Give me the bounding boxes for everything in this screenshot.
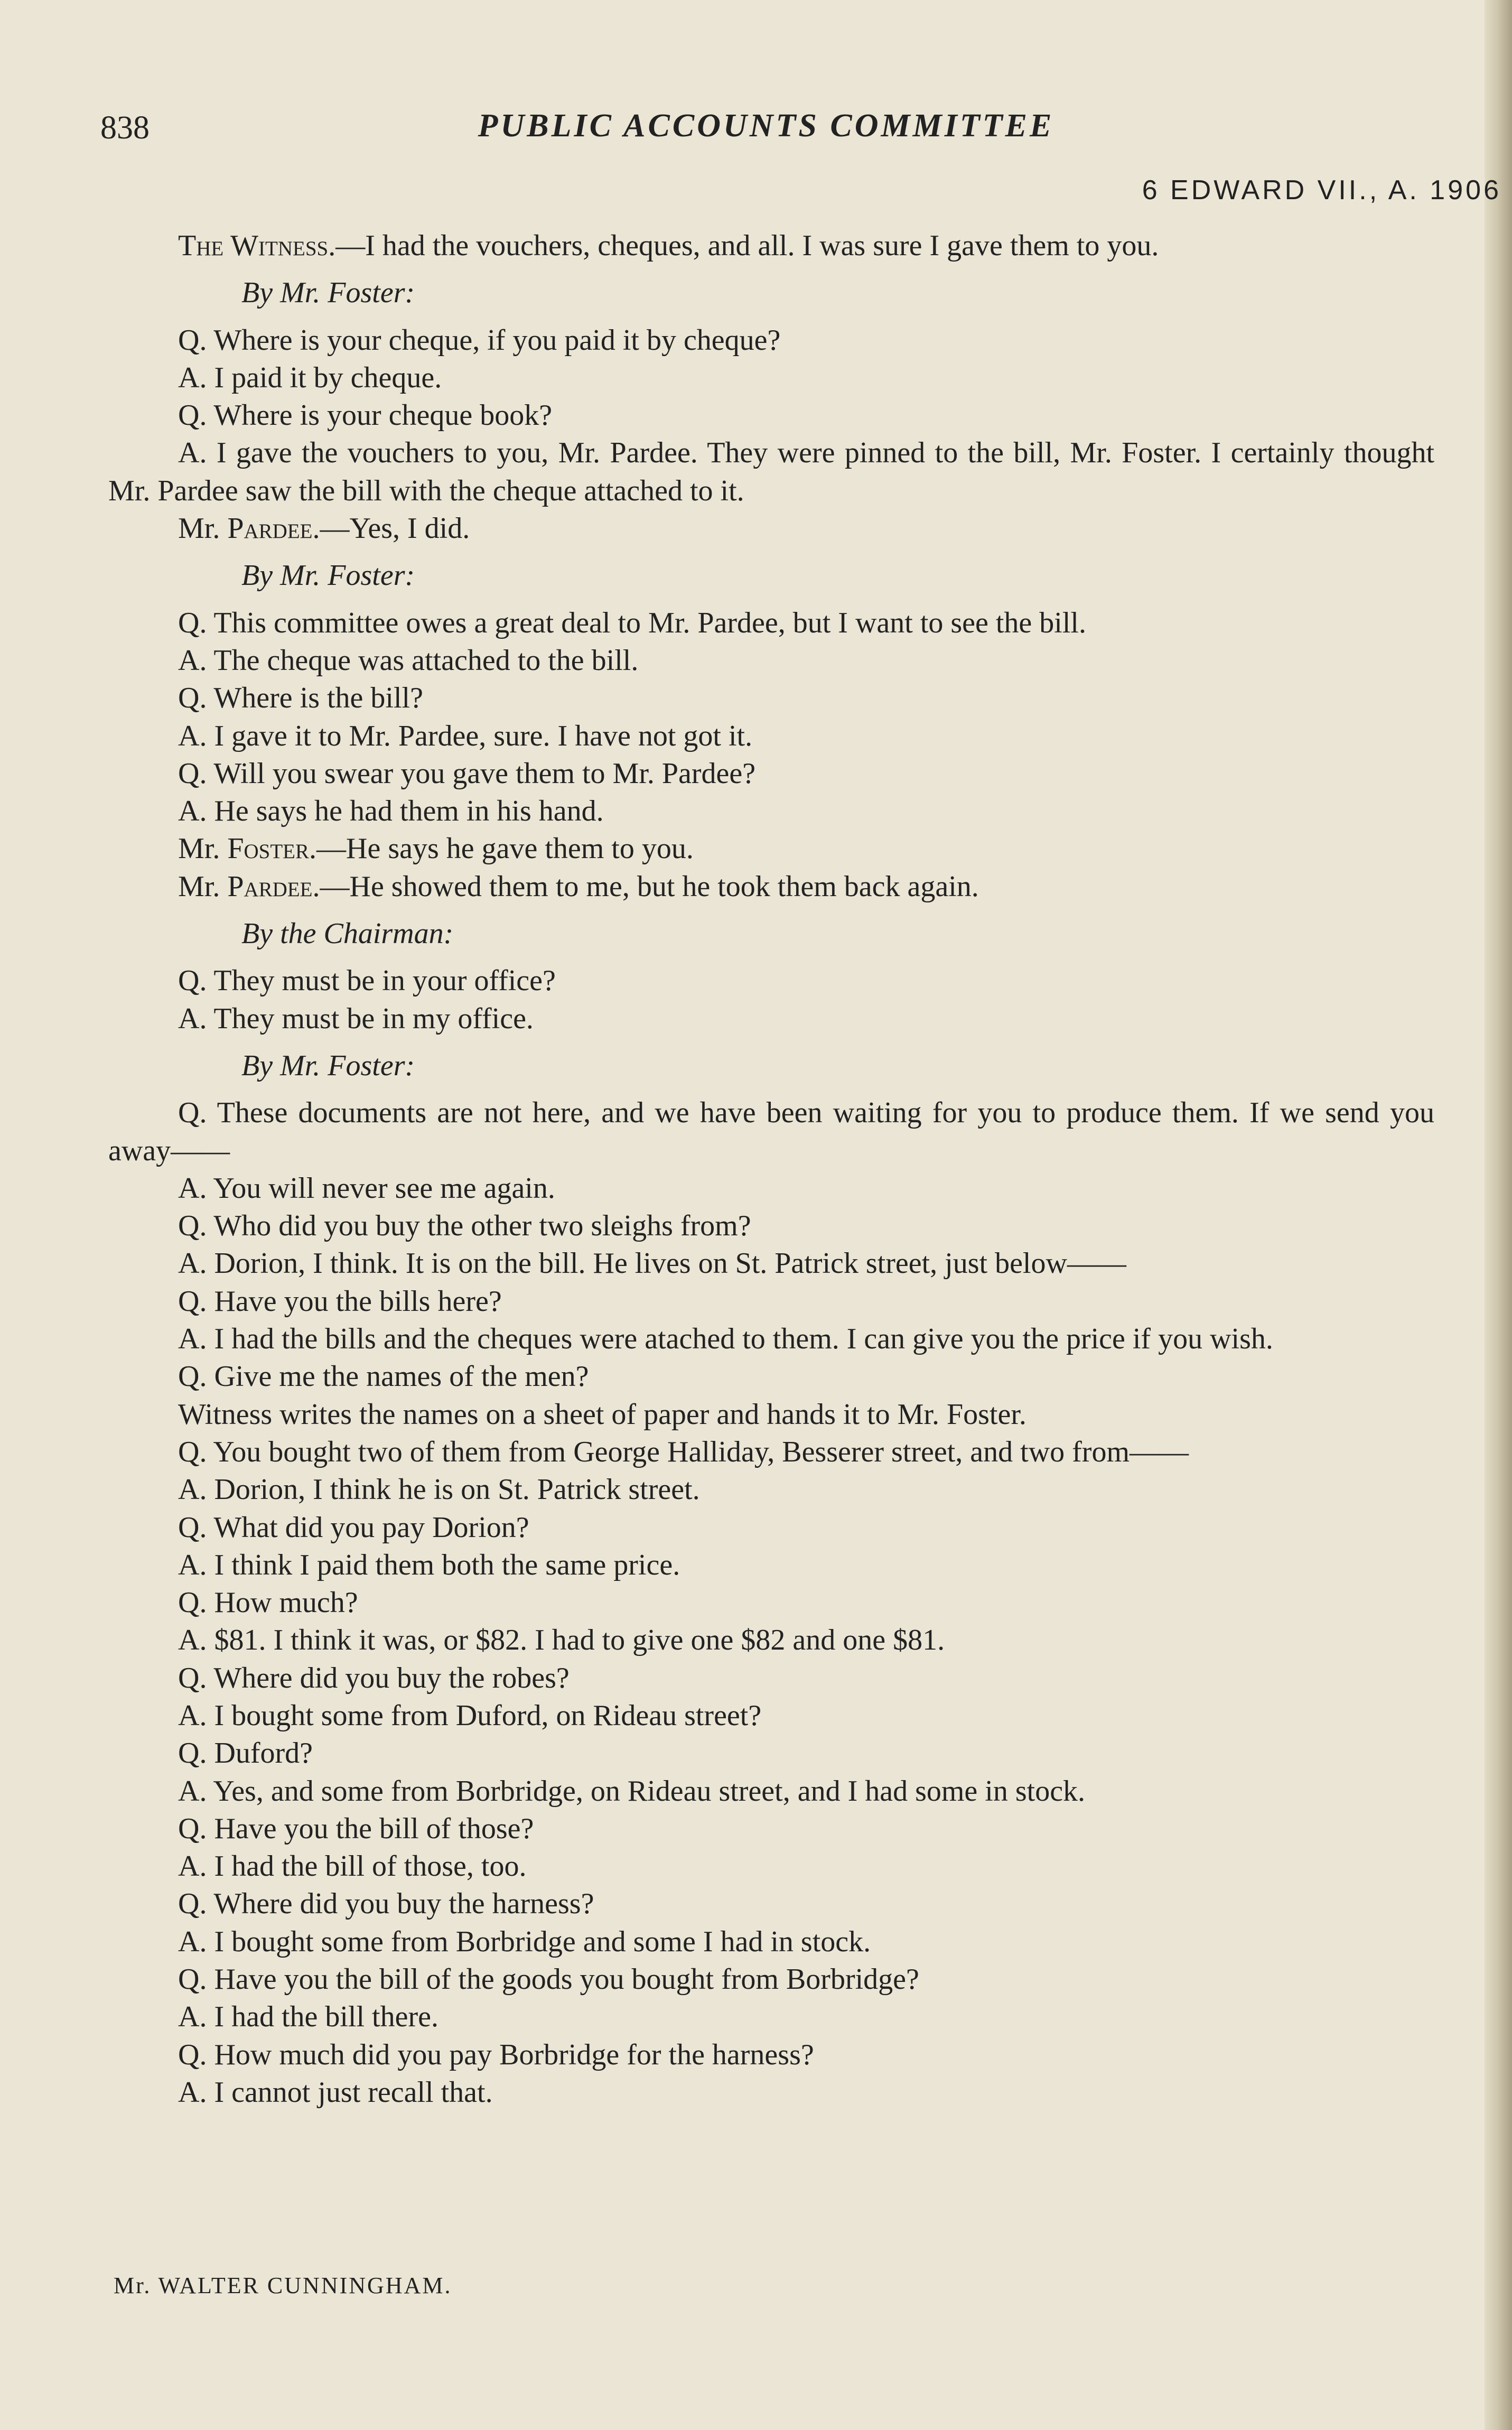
testimony-paragraph: [108, 1358, 1434, 1395]
testimony-text: A. Dorion, I think. It is on the bill. He lives on St. Patrick street, just below——: [178, 1247, 1126, 1280]
testimony-paragraph: [108, 1283, 1434, 1320]
speaker-name: Pardee.: [227, 870, 320, 903]
testimony-paragraph: [108, 1584, 1434, 1622]
speaker-name: Foster.: [227, 832, 317, 865]
testimony-text: Witness writes the names on a sheet of paper and hands it to Mr. Foster.: [178, 1398, 1026, 1431]
testimony-text: Mr.: [178, 512, 228, 545]
testimony-paragraph: [108, 1660, 1434, 1697]
testimony-text: —I had the vouchers, cheques, and all. I was sure I gave them to you.: [335, 229, 1159, 262]
testimony-paragraph: [108, 227, 1434, 265]
testimony-text: A. I had the bills and the cheques were atached to them. I can give you the price if you wish.: [178, 1323, 1273, 1356]
speaker-name: Pardee.: [227, 512, 320, 545]
testimony-text: —Yes, I did.: [320, 512, 470, 545]
speaker-name: The Witness.: [178, 229, 336, 262]
page-number: 838: [100, 110, 150, 146]
testimony-text: A. I bought some from Borbridge and some I had in stock.: [178, 1925, 871, 1958]
testimony-text: Q. Have you the bills here?: [178, 1284, 502, 1318]
testimony-paragraph: [108, 830, 1434, 868]
testimony-text: Q. You bought two of them from George Halliday, Besserer street, and two from——: [178, 1435, 1189, 1468]
testimony-text: A. I cannot just recall that.: [178, 2075, 493, 2109]
testimony-text: Q. Where did you buy the robes?: [178, 1661, 570, 1695]
examiner-heading: By the Chairman:: [241, 917, 454, 951]
testimony-text: A. They must be in my office.: [178, 1002, 534, 1035]
testimony-paragraph: [108, 962, 1434, 1000]
testimony-text: Q. Where is your cheque book?: [178, 399, 553, 432]
testimony-paragraph: [108, 755, 1434, 793]
testimony-paragraph: [108, 1207, 1434, 1245]
testimony-text: Q. This committee owes a great deal to Mr. Pardee, but I want to see the bill.: [178, 606, 1086, 639]
testimony-paragraph: [108, 1509, 1434, 1547]
testimony-paragraph: [108, 2074, 1434, 2111]
testimony-text: Q. Have you the bill of the goods you bought from Borbridge?: [178, 1963, 919, 1996]
testimony-text: Q. Who did you buy the other two sleighs from?: [178, 1209, 751, 1243]
testimony-text: A. Dorion, I think he is on St. Patrick street.: [178, 1473, 700, 1506]
page-header: [100, 103, 1432, 151]
transcript-body: [108, 227, 1434, 2111]
testimony-paragraph: [108, 1245, 1434, 1282]
testimony-paragraph: [108, 718, 1434, 755]
testimony-paragraph: [108, 1923, 1434, 1961]
testimony-paragraph: [108, 1433, 1434, 1471]
examiner-heading: By Mr. Foster:: [241, 1049, 415, 1082]
testimony-paragraph: [108, 1547, 1434, 1584]
testimony-paragraph: [108, 322, 1434, 359]
testimony-text: A. Yes, and some from Borbridge, on Rideau street, and I had some in stock.: [178, 1774, 1086, 1808]
page-edge-shadow: [1485, 0, 1512, 2430]
session-label: 6 EDWARD VII., A. 1906: [1142, 175, 1501, 206]
testimony-paragraph: [108, 359, 1434, 397]
testimony-text: Q. Where is your cheque, if you paid it by cheque?: [178, 323, 781, 357]
testimony-paragraph: [108, 1170, 1434, 1207]
testimony-paragraph: [108, 1396, 1434, 1433]
testimony-paragraph: [108, 1622, 1434, 1659]
testimony-paragraph: [108, 2036, 1434, 2074]
testimony-text: A. $81. I think it was, or $82. I had to give one $82 and one $81.: [178, 1624, 945, 1657]
testimony-text: Q. How much?: [178, 1586, 358, 1619]
testimony-text: Q. Duford?: [178, 1737, 313, 1770]
testimony-text: Mr.: [178, 870, 228, 903]
testimony-paragraph: [108, 1885, 1434, 1923]
testimony-paragraph: [108, 1735, 1434, 1772]
testimony-paragraph: [108, 1000, 1434, 1038]
testimony-text: Q. Will you swear you gave them to Mr. Pardee?: [178, 757, 756, 790]
testimony-text: Q. Where is the bill?: [178, 682, 423, 715]
testimony-paragraph: [108, 1810, 1434, 1848]
testimony-text: A. I paid it by cheque.: [178, 361, 442, 394]
testimony-paragraph: [108, 397, 1434, 434]
testimony-text: Mr.: [178, 832, 228, 865]
testimony-text: A. The cheque was attached to the bill.: [178, 644, 639, 677]
testimony-paragraph: [108, 1697, 1434, 1735]
testimony-text: A. I gave it to Mr. Pardee, sure. I have not got it.: [178, 719, 753, 752]
testimony-text: Q. Have you the bill of those?: [178, 1812, 534, 1845]
testimony-paragraph: [108, 642, 1434, 679]
testimony-text: A. You will never see me again.: [178, 1171, 555, 1205]
testimony-paragraph: [108, 604, 1434, 642]
testimony-paragraph: [108, 1773, 1434, 1810]
testimony-text: A. I think I paid them both the same price.: [178, 1548, 680, 1581]
testimony-paragraph: [108, 1961, 1434, 1998]
testimony-paragraph: [108, 434, 1434, 510]
testimony-paragraph: [108, 1320, 1434, 1358]
testimony-text: Q. Where did you buy the harness?: [178, 1887, 594, 1921]
testimony-text: A. I bought some from Duford, on Rideau street?: [178, 1699, 762, 1732]
testimony-text: —He showed them to me, but he took them back again.: [320, 870, 979, 903]
testimony-text: —He says he gave them to you.: [316, 832, 694, 865]
running-title: PUBLIC ACCOUNTS COMMITTEE: [478, 108, 1054, 144]
testimony-paragraph: [108, 510, 1434, 547]
testimony-paragraph: [108, 793, 1434, 830]
testimony-text: A. I had the bill there.: [178, 2000, 438, 2034]
testimony-paragraph: [108, 1094, 1434, 1170]
testimony-paragraph: [108, 1998, 1434, 2036]
examiner-heading: By Mr. Foster:: [241, 276, 415, 310]
testimony-text: Q. They must be in your office?: [178, 964, 556, 998]
testimony-paragraph: [108, 679, 1434, 717]
testimony-text: Q. These documents are not here, and we have been waiting for you to produce them. If we send you away——: [108, 1096, 1434, 1167]
witness-footer: Mr. WALTER CUNNINGHAM.: [114, 2273, 452, 2298]
testimony-text: A. He says he had them in his hand.: [178, 795, 604, 828]
testimony-text: Q. What did you pay Dorion?: [178, 1511, 529, 1544]
examiner-heading: By Mr. Foster:: [241, 559, 415, 592]
testimony-text: Q. How much did you pay Borbridge for the harness?: [178, 2038, 814, 2071]
testimony-paragraph: [108, 1848, 1434, 1885]
testimony-text: A. I had the bill of those, too.: [178, 1850, 527, 1883]
testimony-text: Q. Give me the names of the men?: [178, 1360, 589, 1393]
testimony-text: A. I gave the vouchers to you, Mr. Pardee. They were pinned to the bill, Mr. Foster. I certainly thought Mr. Pardee saw the bill with the cheque attached to it.: [108, 436, 1434, 507]
testimony-paragraph: [108, 1471, 1434, 1509]
testimony-paragraph: [108, 868, 1434, 906]
